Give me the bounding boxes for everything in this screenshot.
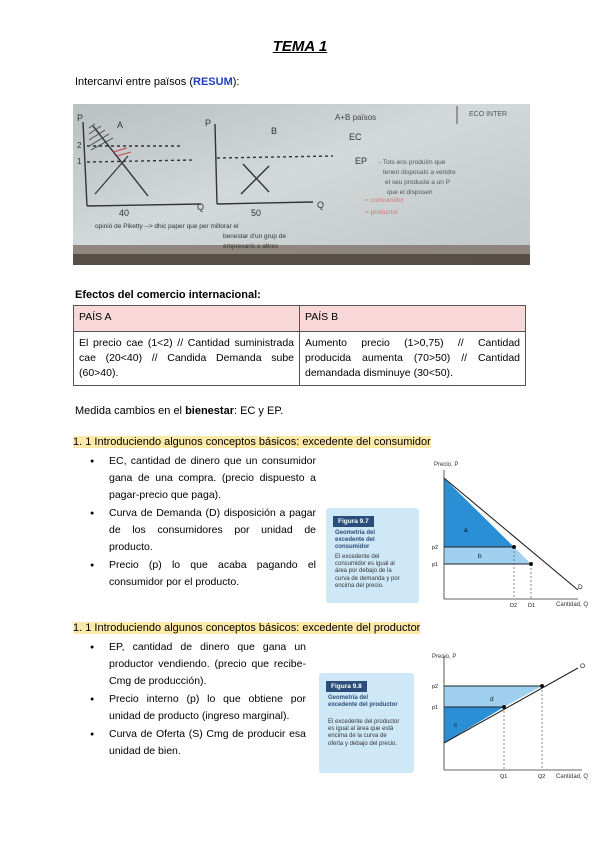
tick-p2: p2 — [432, 684, 439, 690]
list-item: ● EP, cantidad de dinero que gana un productor vendiendo. (precio que recibe-Cmg de producción). — [90, 639, 306, 690]
table-row — [74, 332, 526, 386]
area-a — [444, 478, 514, 547]
list-item: ● Precio (p) lo que acaba pagando el consumidor por el producto. — [90, 557, 316, 591]
area-a-label: a — [464, 527, 468, 534]
label-q-left: Q — [197, 202, 205, 212]
note-corner: ECO INTER — [469, 111, 508, 118]
x-axis-label: Cantidad, Q — [556, 602, 589, 608]
intro-line — [75, 76, 239, 88]
area-d-label: d — [490, 696, 494, 703]
cell-pais-b: Aumento precio (1>0,75) // Cantidad producida aumenta (70>50) // Cantidad demandada disminuye (30<50). — [300, 332, 526, 386]
note-ep-4: que el disposen — [387, 189, 433, 196]
note-producer: = productor — [365, 209, 399, 216]
area-c-label: c — [454, 722, 458, 729]
note-bottom-1: opinió de Piketty --> dhic paper que per millorar el — [95, 223, 239, 230]
y-axis-label: Precio, P — [434, 462, 459, 468]
note-ec: EC — [349, 132, 362, 142]
note-bottom-3: empresaris o altres — [223, 243, 279, 250]
figure-9-8-caption — [319, 673, 414, 773]
page-title: TEMA 1 — [272, 38, 328, 55]
col-header-pais-b: PAÍS B — [300, 306, 526, 332]
list-item: ● Precio interno (p) lo que obtiene por unidad de producto (ingreso marginal). — [90, 691, 306, 725]
intro-text: Intercanvi entre països ( — [75, 76, 194, 88]
note-ep: EP — [355, 156, 368, 166]
figure-title: Geometría del excedente del productor — [328, 695, 398, 708]
tick-p1: p1 — [432, 705, 439, 711]
measure-text: Medida cambios en el — [75, 405, 186, 417]
point-p1 — [502, 705, 506, 709]
col-header-pais-a: PAÍS A — [74, 306, 300, 332]
area-b-label: b — [478, 553, 482, 560]
producer-surplus-chart — [424, 648, 596, 788]
section2-heading: 1. 1 Introduciendo algunos conceptos básicos: excedente del productor — [73, 622, 421, 634]
measure-suffix: : EC y EP. — [233, 405, 284, 417]
label-a: A — [117, 120, 124, 130]
point-p2 — [512, 545, 516, 549]
figure-body: El excedente del consumidor es igual al área por debajo de la curva de demanda y por encima del precio. — [335, 554, 400, 589]
section1-heading: 1. 1 Introduciendo algunos conceptos básicos: excedente del consumidor — [73, 436, 431, 448]
demand-label: D — [578, 584, 583, 591]
label-p-left: P — [77, 113, 84, 123]
supply-label: O — [580, 663, 586, 670]
point-p1 — [529, 562, 533, 566]
tick-p1: p1 — [432, 562, 439, 568]
x-axis-label: Cantidad, Q — [556, 774, 589, 780]
measure-line — [75, 405, 283, 417]
figure-9-7-caption — [326, 508, 419, 603]
resum-highlight: RESUM — [193, 76, 233, 88]
tick-q1: Q1 — [500, 774, 508, 780]
y-axis-label: Precio, P — [432, 654, 457, 660]
figure-title: Geometría del excedente del consumidor — [335, 530, 376, 550]
table-header-row — [74, 306, 526, 332]
list-item: ● Curva de Demanda (D) disposición a pagar de los consumidores por unidad de producto. — [90, 505, 316, 556]
tick-q2: Q2 — [538, 774, 546, 780]
board-ledge — [73, 254, 530, 265]
note-consumer: = consumidor — [365, 197, 405, 204]
area-b — [444, 547, 531, 564]
note-header: A+B països — [335, 113, 377, 122]
whiteboard-surface — [73, 104, 530, 265]
cell-pais-a: El precio cae (1<2) // Cantidad suministrada cae (20<40) // Candida Demanda sube (60>40). — [74, 332, 300, 386]
note-bottom-2: benestar d'un grup de — [223, 233, 287, 240]
figure-body: El excedente del productor es igual al área que está encima de la curva de oferta y debajo del precio. — [328, 719, 400, 747]
tick-d1: D1 — [528, 603, 536, 609]
effects-heading: Efectos del comercio internacional: — [75, 289, 261, 301]
label-40: 40 — [119, 208, 130, 218]
figure-tag: Figura 9.7 — [333, 516, 374, 527]
list-item: ● EC, cantidad de dinero que un consumidor gana de una compra. (precio dispuesto a pagar-precio que paga). — [90, 453, 316, 504]
note-ep-1: - Tots ens produïm que — [379, 159, 446, 166]
label-50: 50 — [251, 208, 262, 218]
note-ep-2: tenen disposats a vendre — [383, 169, 456, 176]
section2-bullets — [90, 639, 306, 761]
label-2: 2 — [77, 141, 82, 150]
consumer-surplus-chart — [428, 456, 598, 611]
label-q-mid: Q — [317, 200, 325, 210]
label-1: 1 — [77, 157, 82, 166]
note-ep-3: el seu producte a un P — [385, 179, 451, 186]
effects-table — [73, 305, 526, 386]
tick-d2: D2 — [510, 603, 518, 609]
list-item: ● Curva de Oferta (S) Cmg de producir esa unidad de bien. — [90, 726, 306, 760]
whiteboard-photo — [73, 104, 530, 265]
label-b: B — [271, 126, 278, 136]
section1-bullets — [90, 453, 316, 592]
measure-bold: bienestar — [185, 405, 234, 417]
point-p2 — [540, 684, 544, 688]
label-p-mid: P — [205, 118, 212, 128]
figure-tag: Figura 9.8 — [326, 681, 367, 692]
intro-suffix: ): — [232, 76, 240, 88]
tick-p2: p2 — [432, 545, 439, 551]
